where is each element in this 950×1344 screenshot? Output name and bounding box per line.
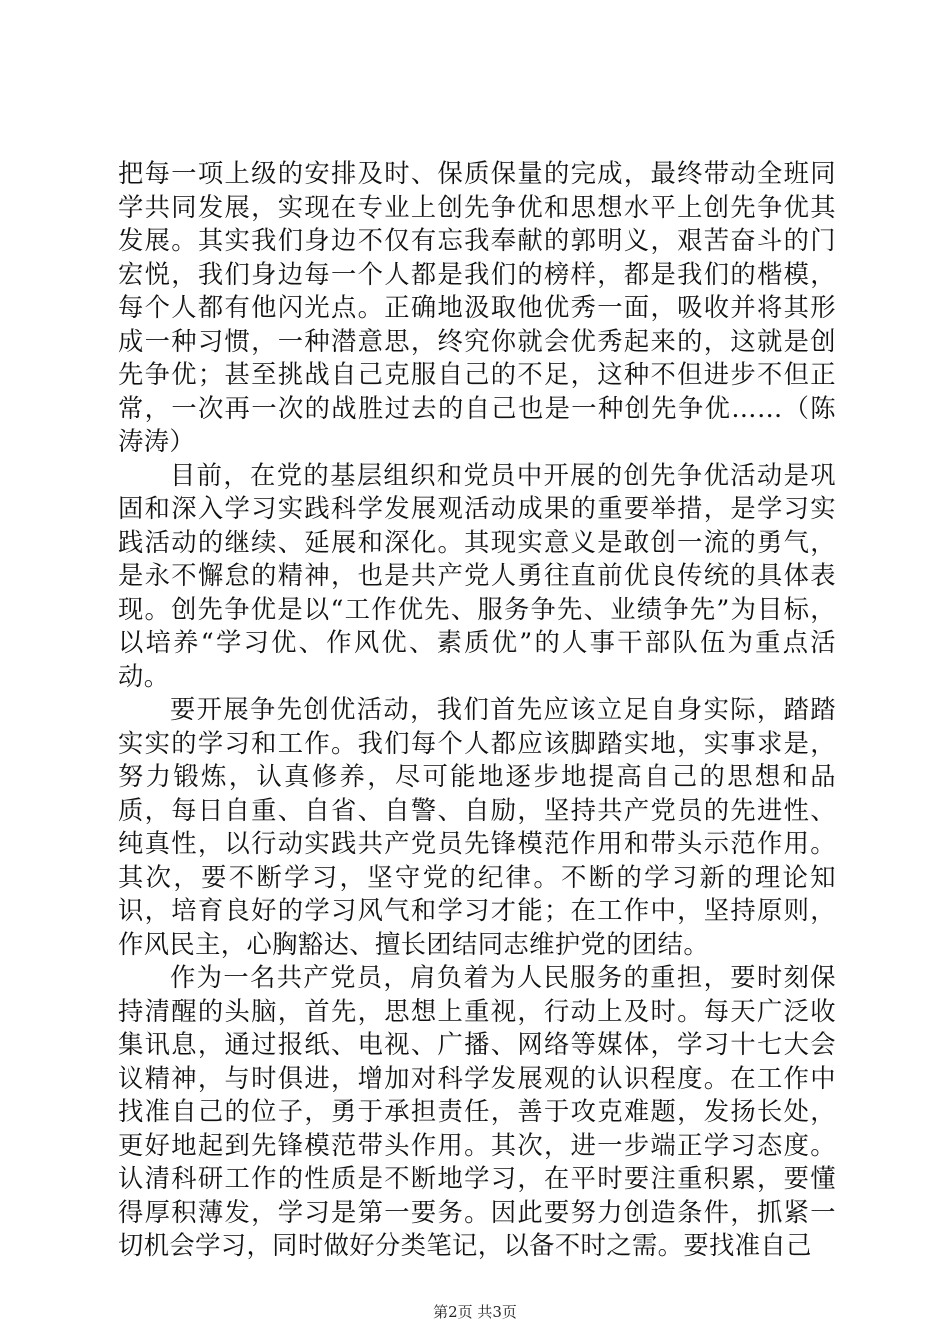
paragraph: 目前，在党的基层组织和党员中开展的创先争优活动是巩固和深入学习实践科学发展观活动成果的重要举措，是学习实践活动的继续、延展和深化。其现实意义是敢创一流的勇气，是永不懈怠的精神，也是共产党人勇往直前优良传统的具体表现。创先争优是以“工作优先、服务争先、业绩争先”为目标，以培养“学习优、作风优、素质优”的人事干部队伍为重点活动。 [118,460,836,691]
paragraph-continued: 把每一项上级的安排及时、保质保量的完成，最终带动全班同学共同发展，实现在专业上创先争优和思想水平上创先争优其发展。其实我们身边不仅有忘我奉献的郭明义，艰苦奋斗的门宏悦，我们身边每一个人都是我们的榜样，都是我们的楷模，每个人都有他闪光点。正确地汲取他优秀一面，吸收并将其形成一种习惯，一种潜意思，终究你就会优秀起来的，这就是创先争优；甚至挑战自己克服自己的不足，这种不但进步不但正常，一次再一次的战胜过去的自己也是一种创先争优……（陈涛涛） [118,159,836,456]
document-body [118,157,836,1263]
page-footer: 第2页 共3页 [433,1303,517,1321]
paragraph: 要开展争先创优活动，我们首先应该立足自身实际，踏踏实实的学习和工作。我们每个人都应该脚踏实地，实事求是，努力锻炼，认真修养，尽可能地逐步地提高自己的思想和品质，每日自重、自省、自警、自励，坚持共产党员的先进性、纯真性，以行动实践共产党员先锋模范作用和带头示范作用。其次，要不断学习，坚守党的纪律。不断的学习新的理论知识，培育良好的学习风气和学习才能；在工作中，坚持原则，作风民主，心胸豁达、擅长团结同志维护党的团结。 [118,695,836,959]
paragraph: 作为一名共产党员，肩负着为人民服务的重担，要时刻保持清醒的头脑，首先，思想上重视，行动上及时。每天广泛收集讯息，通过报纸、电视、广播、网络等媒体，学习十七大会议精神，与时俱进，增加对科学发展观的认识程度。在工作中找准自己的位子，勇于承担责任，善于攻克难题，发扬长处，更好地起到先锋模范带头作用。其次，进一步端正学习态度。认清科研工作的性质是不断地学习，在平时要注重积累，要懂得厚积薄发，学习是第一要务。因此要努力创造条件，抓紧一切机会学习，同时做好分类笔记，以备不时之需。要找准自己 [118,963,836,1260]
